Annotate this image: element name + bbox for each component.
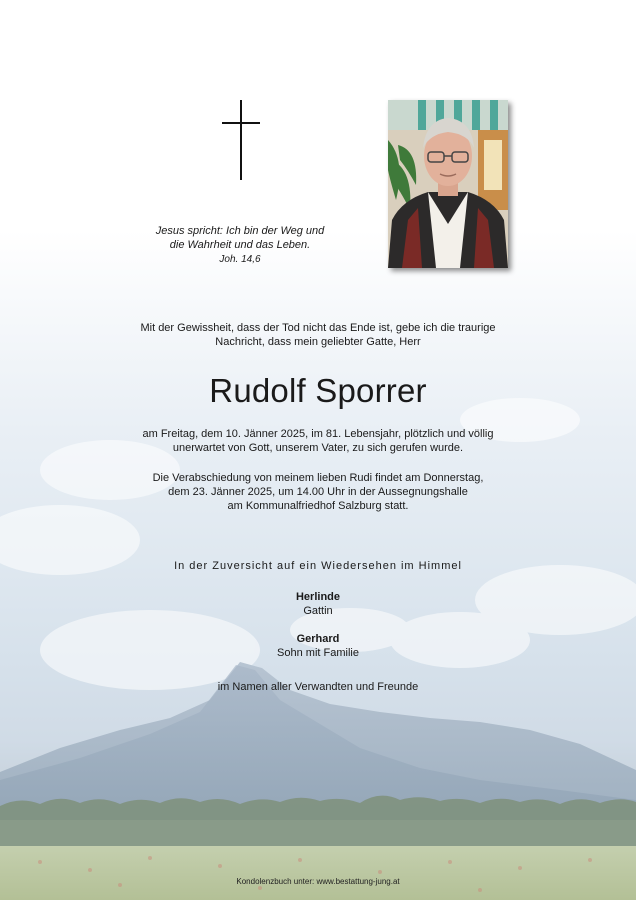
cross-icon [222,100,260,180]
farewell-line-2: dem 23. Jänner 2025, um 14.00 Uhr in der Aussegnungshalle [168,486,468,498]
intro-line-2: Nachricht, dass mein geliebter Gatte, Herr [215,336,421,348]
deceased-name: Rudolf Sporrer [209,372,427,409]
verse-reference: Joh. 14,6 [219,254,261,265]
condolence-book-link[interactable]: Kondolenzbuch unter: www.bestattung-jung.at [236,877,400,886]
mourner-role: Gattin [303,605,333,617]
mourner-name: Gerhard [296,633,340,645]
verse-line-1: Jesus spricht: Ich bin der Weg und [155,225,325,237]
meadow [0,846,636,900]
farewell-details [110,471,526,513]
mourner [0,632,636,660]
death-notice-line-1: am Freitag, dem 10. Jänner 2025, im 81. Lebensjahr, plötzlich und völlig [142,428,494,440]
farewell-line-1: Die Verabschiedung von meinem lieben Rudi findet am Donnerstag, [152,472,484,484]
death-notice [110,427,526,455]
relatives-line: im Namen aller Verwandten und Freunde [217,681,419,693]
mourner-role: Sohn mit Familie [277,647,359,659]
intro-text [110,321,526,349]
verse-line-2: die Wahrheit und das Leben. [169,239,311,251]
portrait-photo [388,100,508,268]
intro-line-1: Mit der Gewissheit, dass der Tod nicht das Ende ist, gebe ich die traurige [140,322,496,334]
hope-line: In der Zuversicht auf ein Wiedersehen im Himmel [174,560,462,572]
death-notice-line-2: unerwartet von Gott, unserem Vater, zu sich gerufen wurde. [172,442,464,454]
tree-line [0,796,636,850]
bible-verse [140,224,340,267]
mourner [0,590,636,618]
farewell-line-3: am Kommunalfriedhof Salzburg statt. [227,500,409,512]
mourner-name: Herlinde [295,591,340,603]
